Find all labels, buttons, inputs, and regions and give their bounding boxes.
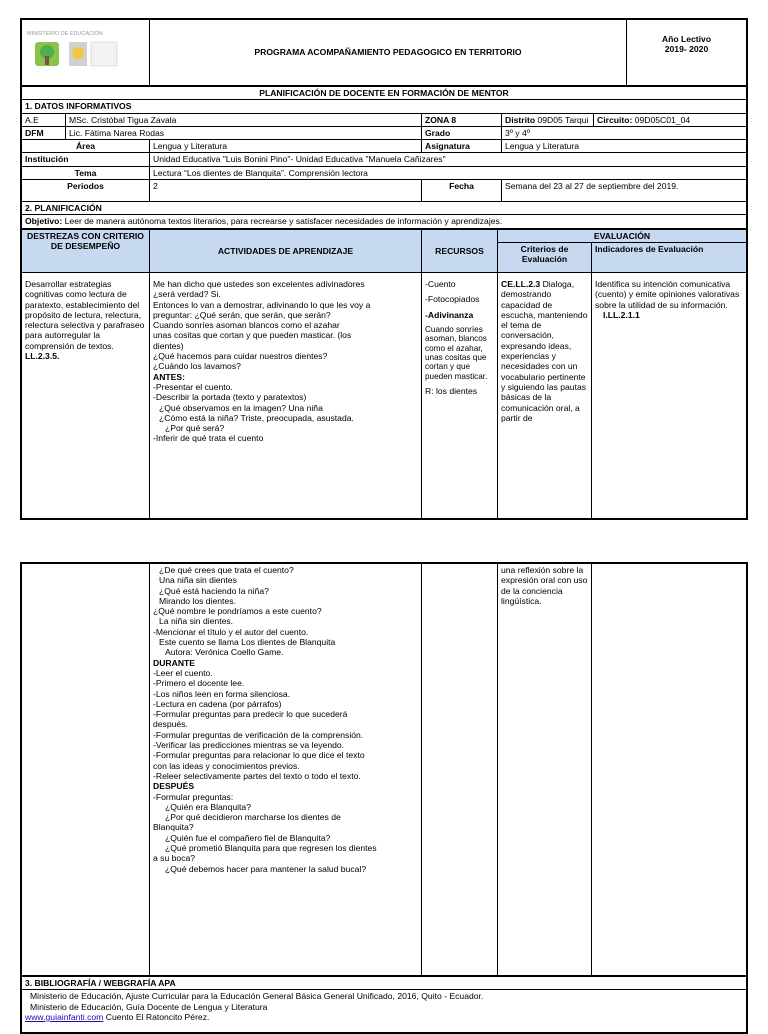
planning-page-1 [20, 18, 748, 520]
col-indicadores: Indicadores de Evaluación [592, 242, 747, 272]
recursos-cell: -Cuento -Fotocopiados -Adivinanza Cuando sonríes asoman, blancos como el azahar, unas cositas que cortan y que pueden masticar. R: los dientes [422, 272, 498, 518]
planning-title: PLANIFICACIÓN DE DOCENTE EN FORMACIÓN DE MENTOR [22, 87, 747, 100]
col-criterios: Criterios de Evaluación [498, 242, 592, 272]
col-actividades: ACTIVIDADES DE APRENDIZAJE [150, 229, 422, 272]
recursos-cell-2 [422, 564, 498, 976]
asignatura-value: Lengua y Literatura [502, 140, 747, 153]
actividades-cell-2: ¿De qué crees que trata el cuento? Una niña sin dientes ¿Qué está haciendo la niña? Mirando los dientes. ¿Qué nombre le pondríamos a este cuento? La niña sin dientes. -Mencionar el título y el autor del cuento. Este cuento se llama Los dientes de Blanquita Autora: Verónica Coello Game. DURANTE -Leer el cuento. -Primero el docente lee. -Los niños leen en forma silenciosa. -Lectura en cadena (por párrafos) -Formular preguntas para predecir lo que sucederá después. -Formular preguntas de verificación de la comprensión. -Verificar las predicciones mientras se va leyendo. -Formular preguntas para relacionar lo que dice el texto con las ideas y conocimientos previos. -Releer selectivamente partes del texto o todo el texto. DESPUÉS -Formular preguntas: ¿Quién era Blanquita? ¿Por qué decidieron marcharse los dientes de Blanquita? ¿Quién fue el compañero fiel de Blanquita? ¿Qué prometió Blanquita para que regresen los dientes a su boca? ¿Qué debemos hacer para mantener la salud bucal? [150, 564, 422, 976]
area-value: Lengua y Literatura [150, 140, 422, 153]
logo-cell [22, 20, 150, 86]
circuito: Circuito: 09D05C01_04 [594, 113, 747, 126]
actividades-cell-1: Me han dicho que ustedes son excelentes adivinadores ¿será verdad? Si. Entonces lo van a demostrar, adivinando lo que les voy a preguntar: ¿Qué serán, que serán, que serán? Cuando sonríes asoman blancos como el azahar unas cositas que cortan y que pueden masticar. (los dientes) ¿Qué hacemos para cuidar nuestros dientes? ¿Cuándo los lavamos? ANTES: -Presentar el cuento. -Describir la portada (texto y paratextos) ¿Qué observamos en la imagen? Una niña ¿Cómo está la niña? Triste, preocupada, asustada. ¿Por qué será? -Inferir de qué trata el cuento [150, 272, 422, 518]
grado-value: 3º y 4º [502, 126, 747, 139]
distrito: Distrito 09D05 Tarqui [502, 113, 594, 126]
ministry-logo-icon [25, 26, 143, 76]
col-recursos: RECURSOS [422, 229, 498, 272]
bibliography-table [21, 976, 747, 1033]
criterios-cell-2: una reflexión sobre la expresión oral con uso de la conciencia lingüística. [498, 564, 592, 976]
ae-value: MSc. Cristóbal Tigua Zavala [66, 113, 422, 126]
col-evaluacion: EVALUACIÓN [498, 229, 747, 242]
fecha-value: Semana del 23 al 27 de septiembre del 2019. [502, 180, 747, 202]
destrezas-cell-2 [22, 564, 150, 976]
reference-1: Ministerio de Educación, Ajuste Curricular para la Educación General Básica General Unificado, 2016, Quito - Ecuador. [30, 991, 484, 1002]
planning-page-2 [20, 562, 748, 1034]
destrezas-cell: Desarrollar estrategias cognitivas como lectura de paratexto, establecimiento del propósito de lectura, relectura, relectura selectiva y parafraseo para autorregular la comprensión de textos. LL.2.3.5. [22, 272, 150, 518]
section-2-title: 2. PLANIFICACIÓN [22, 202, 747, 215]
informative-data-table: PLANIFICACIÓN DE DOCENTE EN FORMACIÓN DE MENTOR 1. DATOS INFORMATIVOS A.E MSc. Cristóbal Tigua Zavala ZONA 8 Distrito 09D05 Tarqui Circuito: 09D05C01_04 DFM Lic. Fátima Narea Rodas Grado 3º y 4º Área Lengua y Literatura Asignatura Lengua y Literatura Institución Unidad Educativa "Luis Bonini Pino"- Unidad Educativa "Manuela Cañizares" Tema Lectura “Los dientes de Blanquita”. Comprensión lectora Periodos 2 Fecha Semana del 23 al 27 de septiembre del 2019. 2. PLANIFICACIÓN Objetivo: Leer de manera autónoma textos literarios, para recrearse y satisfacer necesidades de información y aprendizajes. [21, 86, 747, 229]
reference-2: Ministerio de Educación, Guía Docente de Lengua y Literatura [30, 1001, 268, 1012]
indicadores-cell-2 [592, 564, 747, 976]
reference-3: www.guiainfanti.com Cuento El Ratoncito Pérez. [25, 1011, 210, 1022]
criterios-cell-1: CE.LL.2.3 Dialoga, demostrando capacidad de escucha, manteniendo el tema de conversación, expresando ideas, experiencias y necesidades con un vocabulario pertinente y siguiendo las pautas básicas de la comunicación oral, a partir de [498, 272, 592, 518]
periodos-value: 2 [150, 180, 422, 202]
bibliography-list [22, 990, 747, 1033]
header-table [21, 19, 747, 86]
dfm-value: Lic. Fátima Narea Rodas [66, 126, 422, 139]
indicadores-cell: Identifica su intención comunicativa (cuento) y emite opiniones valorativas sobre la utilidad de su información. I.LL.2.1.1 [592, 272, 747, 518]
section-1-title: 1. DATOS INFORMATIVOS [22, 100, 747, 113]
school-year: Año Lectivo 2019- 2020 [627, 20, 747, 86]
program-title: PROGRAMA ACOMPAÑAMIENTO PEDAGOGICO EN TERRITORIO [150, 20, 627, 86]
objetivo: Objetivo: Leer de manera autónoma textos literarios, para recrearse y satisfacer necesidades de información y aprendizajes. [22, 215, 747, 228]
tema-value: Lectura “Los dientes de Blanquita”. Comprensión lectora [150, 166, 747, 179]
institucion-value: Unidad Educativa "Luis Bonini Pino"- Unidad Educativa "Manuela Cañizares" [150, 153, 747, 166]
section-3-title: 3. BIBLIOGRAFÍA / WEBGRAFÍA APA [22, 977, 747, 990]
guiainfanti-link[interactable]: www.guiainfanti.com [25, 1011, 104, 1022]
ministry-logo-text: MINISTERIO DE EDUCACIÓN [27, 31, 103, 38]
zona: ZONA 8 [422, 113, 502, 126]
planning-table-page-1 [21, 229, 747, 519]
planning-table-page-2 [21, 563, 747, 976]
col-destrezas: DESTREZAS CON CRITERIO DE DESEMPEÑO [22, 229, 150, 272]
